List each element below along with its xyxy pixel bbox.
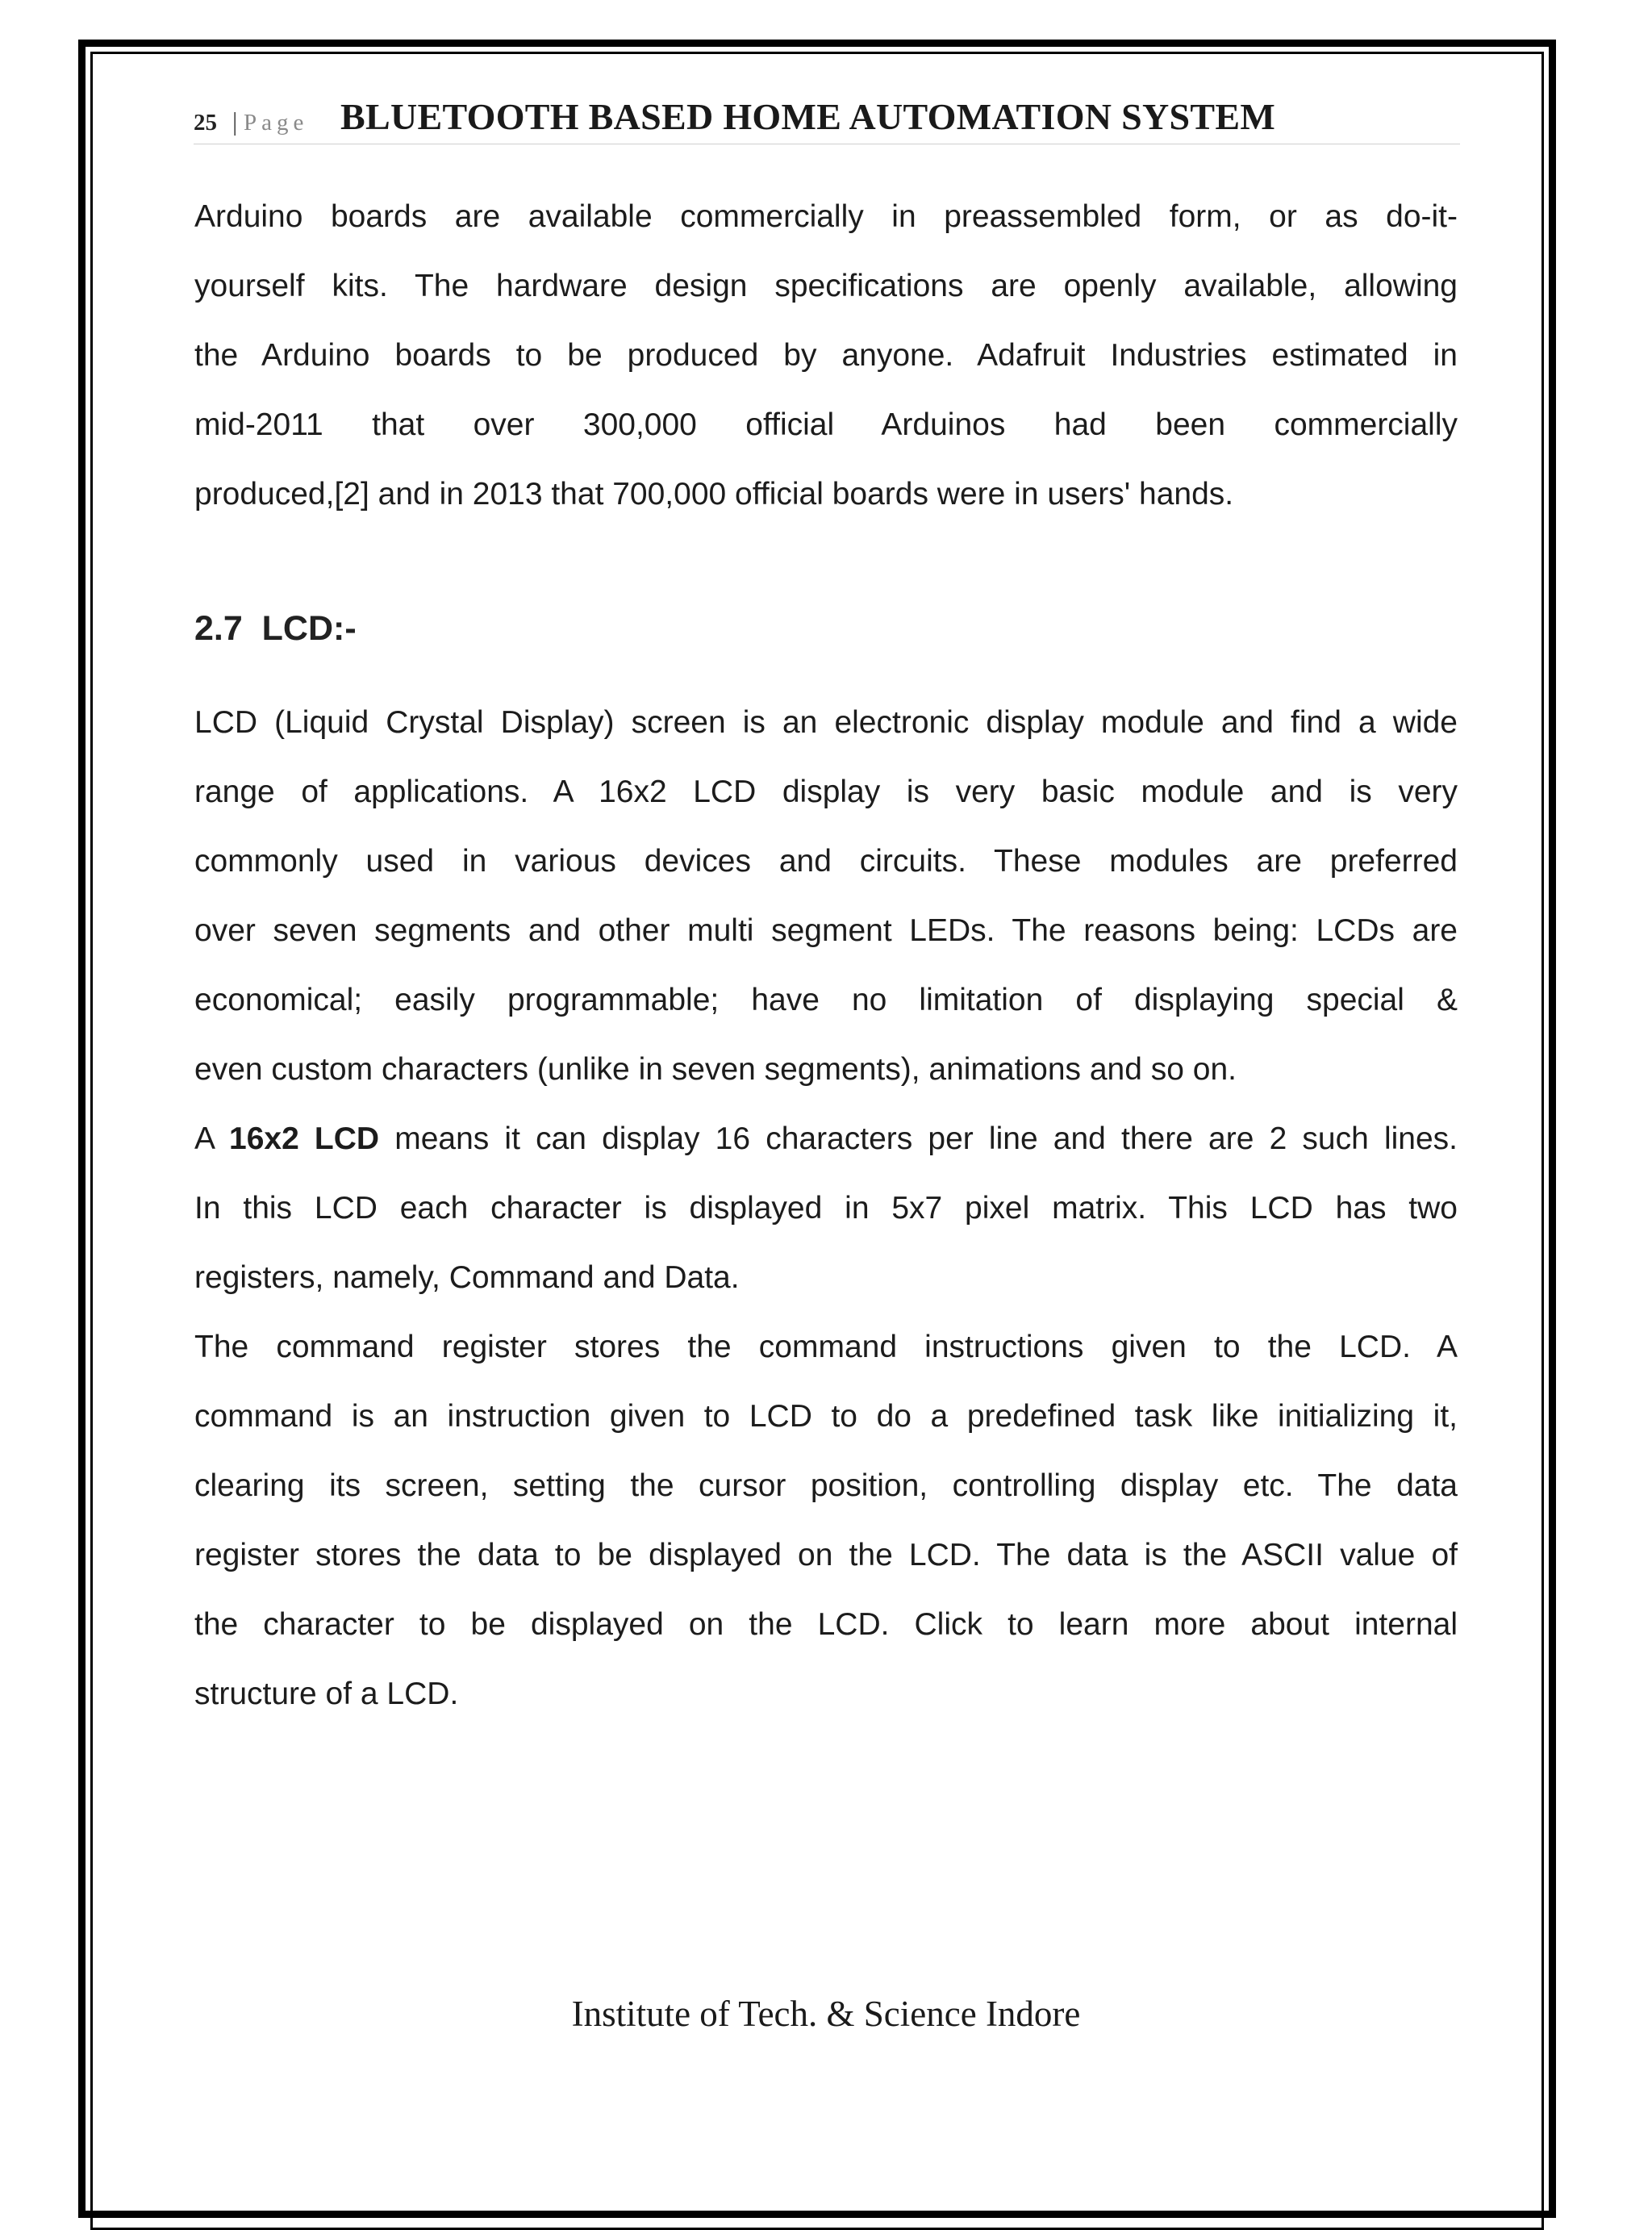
text-line: yourself kits. The hardware design specifications are openly available, allowing bbox=[194, 269, 1458, 303]
text-line: register stores the data to be displayed on the LCD. The data is the ASCII value of bbox=[194, 1538, 1458, 1572]
text-line bbox=[194, 1105, 1458, 1174]
text-line: over seven segments and other multi segment LEDs. The reasons being: LCDs are bbox=[194, 913, 1458, 948]
text-fragment: means it can display 16 characters per line and there are 2 such lines. bbox=[379, 1121, 1458, 1156]
text-line: mid-2011 that over 300,000 official Arduinos had been commercially bbox=[194, 407, 1458, 442]
lcd-description-paragraph bbox=[194, 688, 1458, 1105]
text-line: In this LCD each character is displayed in 5x7 pixel matrix. This LCD has two bbox=[194, 1191, 1458, 1226]
page-footer: Institute of Tech. & Science Indore bbox=[571, 1994, 1081, 2034]
page-label: Page bbox=[244, 110, 309, 136]
command-register-paragraph bbox=[194, 1313, 1458, 1729]
intro-paragraph bbox=[194, 182, 1458, 529]
text-line: range of applications. A 16x2 LCD display is very basic module and is very bbox=[194, 775, 1458, 809]
text-line: The command register stores the command instructions given to the LCD. A bbox=[194, 1330, 1458, 1364]
page-header bbox=[194, 95, 1460, 144]
text-line: Arduino boards are available commercially in preassembled form, or as do-it- bbox=[194, 199, 1458, 234]
text-line: LCD (Liquid Crystal Display) screen is an electronic display module and find a wide bbox=[194, 705, 1458, 740]
section-heading: 2.7 LCD:- bbox=[194, 609, 357, 648]
page-number-separator: | bbox=[232, 106, 238, 136]
text-line: clearing its screen, setting the cursor position, controlling display etc. The data bbox=[194, 1468, 1458, 1503]
page-number: 25 bbox=[194, 110, 217, 136]
text-line: commonly used in various devices and circuits. These modules are preferred bbox=[194, 844, 1458, 879]
document-title: BLUETOOTH BASED HOME AUTOMATION SYSTEM bbox=[340, 96, 1276, 137]
text-line: the Arduino boards to be produced by anyone. Adafruit Industries estimated in bbox=[194, 338, 1458, 373]
text-fragment: A bbox=[194, 1121, 230, 1156]
text-line: registers, namely, Command and Data. bbox=[194, 1260, 740, 1295]
lcd-16x2-paragraph bbox=[194, 1105, 1458, 1313]
text-line: economical; easily programmable; have no limitation of displaying special & bbox=[194, 983, 1458, 1017]
bold-term: 16x2 LCD bbox=[229, 1121, 380, 1156]
text-line: structure of a LCD. bbox=[194, 1677, 459, 1711]
text-line: produced,[2] and in 2013 that 700,000 official boards were in users' hands. bbox=[194, 477, 1234, 512]
text-line: command is an instruction given to LCD to do a predefined task like initializing it, bbox=[194, 1399, 1458, 1434]
text-line: even custom characters (unlike in seven segments), animations and so on. bbox=[194, 1052, 1237, 1087]
text-line: the character to be displayed on the LCD. Click to learn more about internal bbox=[194, 1607, 1458, 1642]
